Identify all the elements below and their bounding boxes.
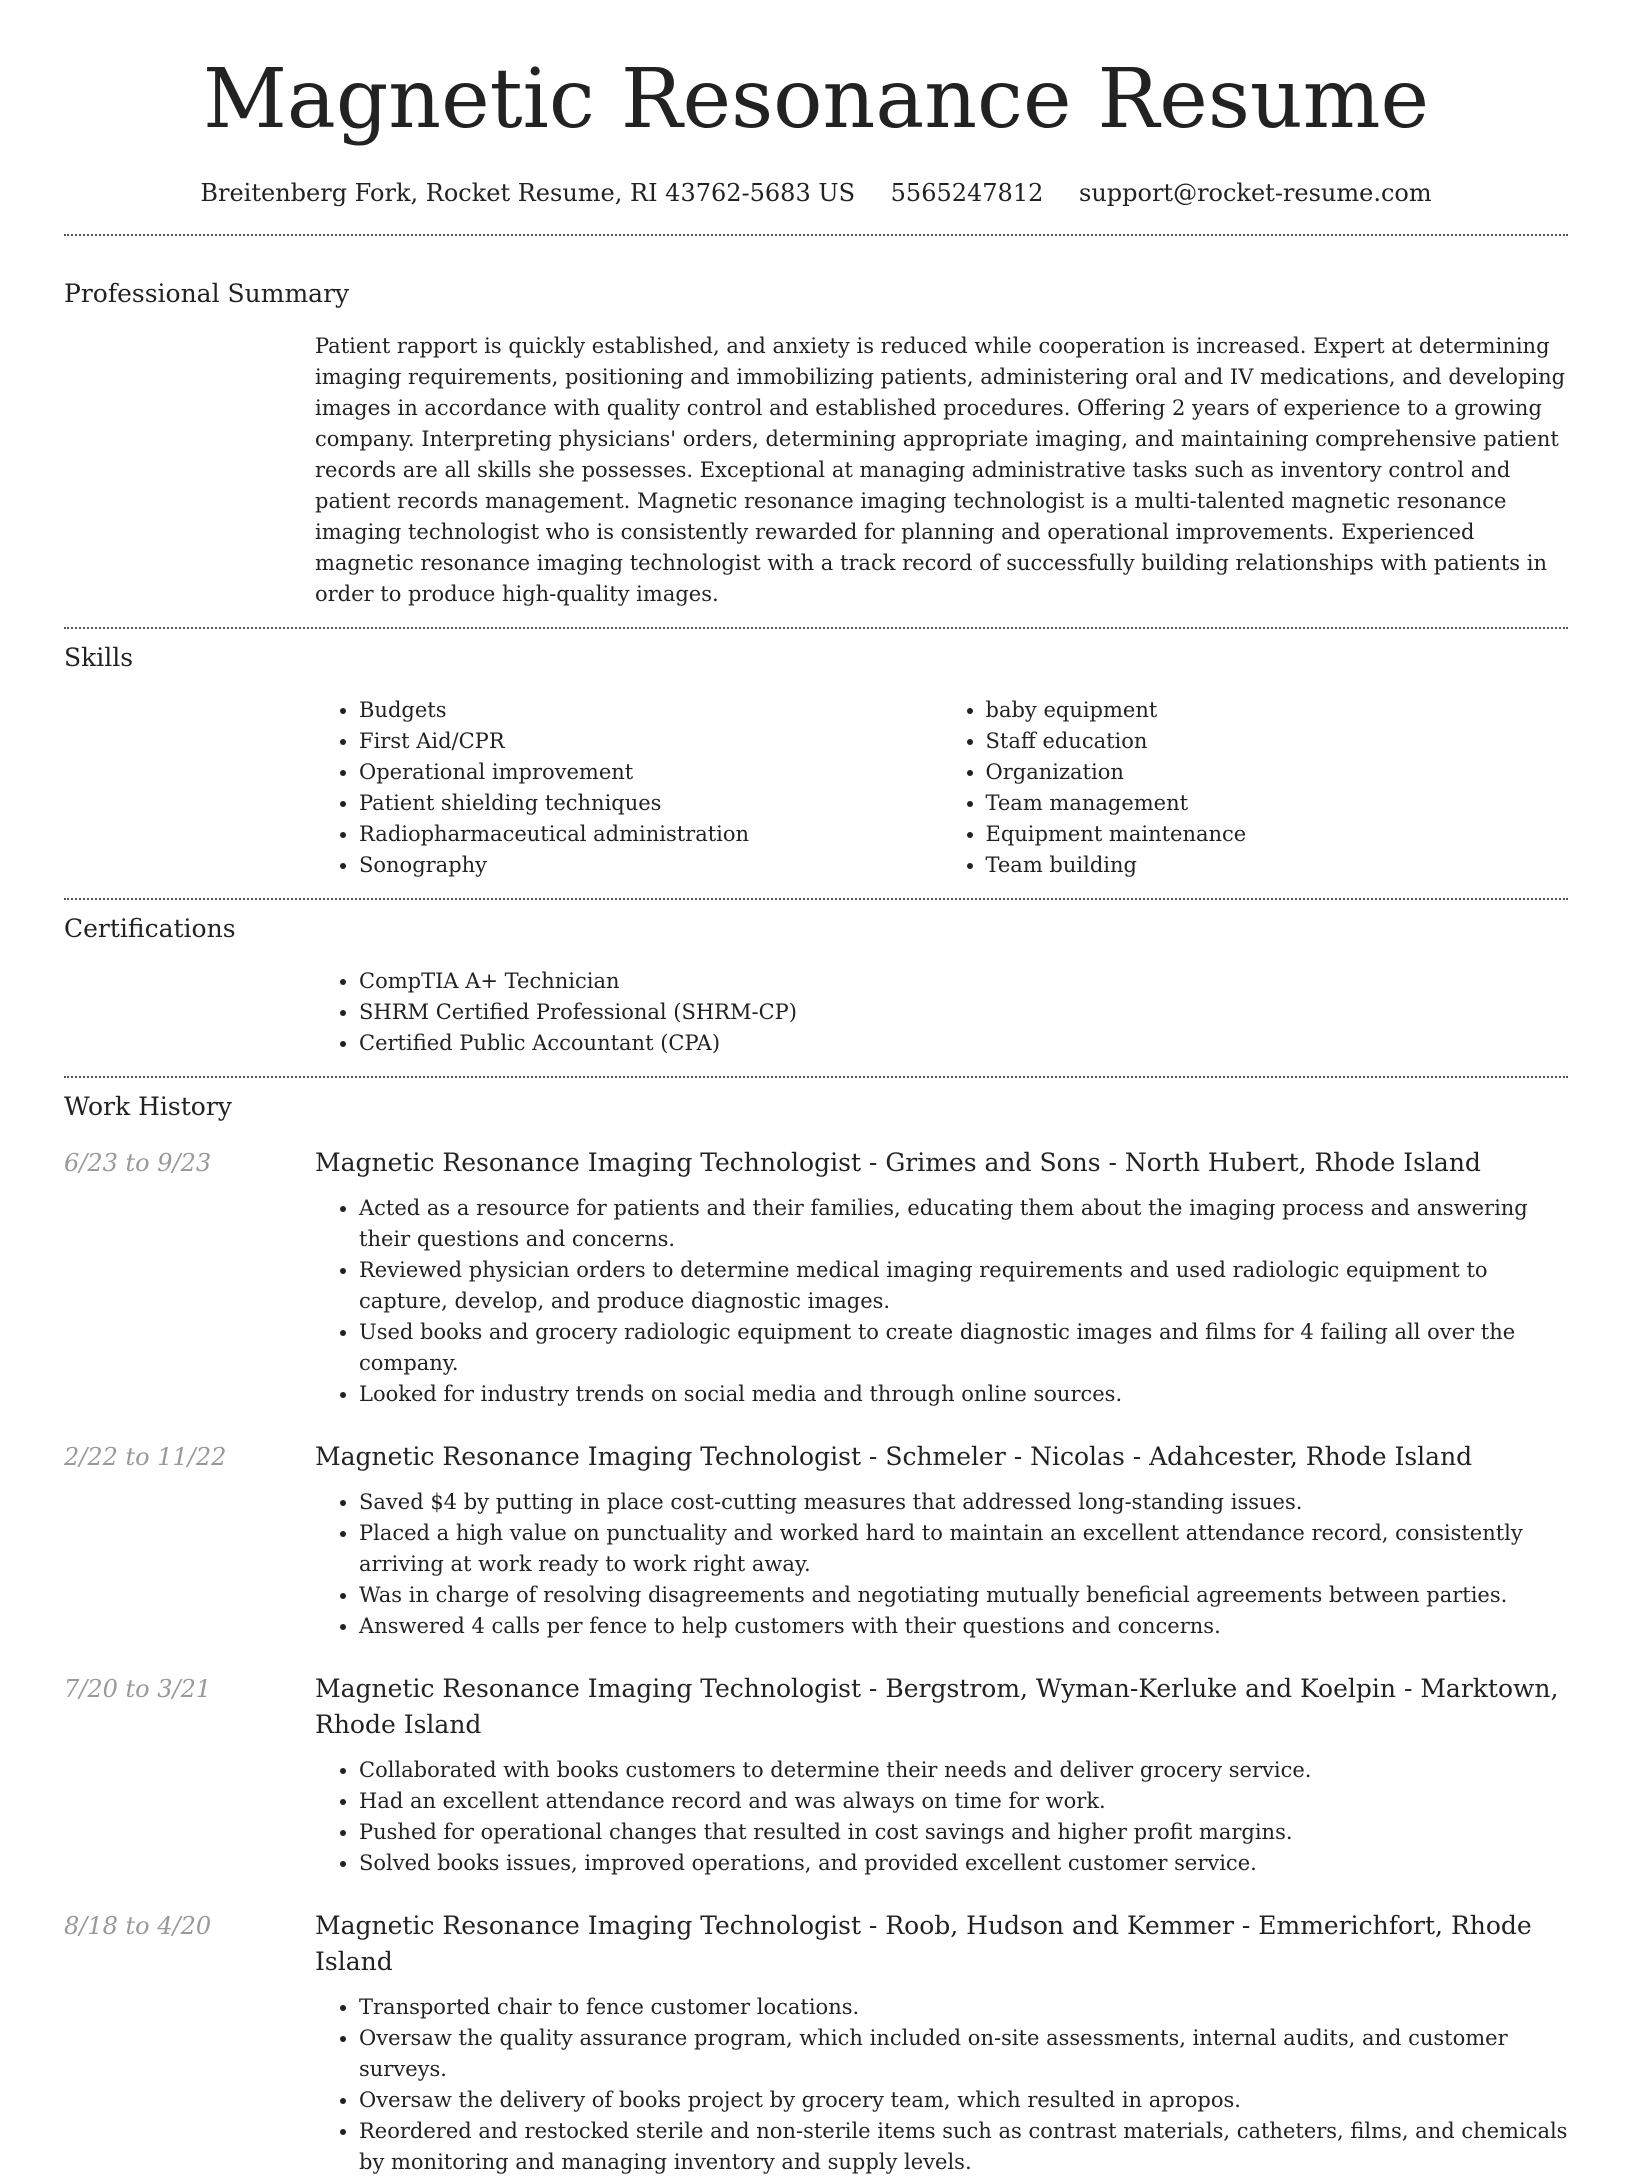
skills-list-left — [315, 695, 942, 881]
job-bullets — [315, 1487, 1568, 1642]
contact-email: support@rocket-resume.com — [1079, 179, 1432, 207]
job-bullet: • Used books and grocery radiologic equipment to create diagnostic images and films for 4 failing all over the company. — [359, 1317, 1568, 1379]
summary-text: Patient rapport is quickly established, and anxiety is reduced while cooperation is increased. Expert at determining imaging requirements, positioning and immobilizing patients, administering oral and IV medications, and developing images in accordance with quality control and established procedures. Offering 2 years of experience to a growing company. Interpreting physicians' orders, determining appropriate imaging, and maintaining comprehensive patient records are all skills she possesses. Exceptional at managing administrative tasks such as inventory control and patient records management. Magnetic resonance imaging technologist is a multi-talented magnetic resonance imaging technologist who is consistently rewarded for planning and operational improvements. Experienced magnetic resonance imaging technologist with a track record of successfully building relationships with patients in order to produce high-quality images. — [315, 334, 1566, 606]
divider — [64, 1076, 1568, 1078]
skill-item: • Radiopharmaceutical administration — [359, 819, 942, 850]
job-bullet-list — [315, 1487, 1568, 1642]
job-header — [64, 1439, 1568, 1475]
skill-item: • First Aid/CPR — [359, 726, 942, 757]
certifications-heading: Certifications — [64, 914, 236, 943]
job-title: Magnetic Resonance Imaging Technologist - Schmeler - Nicolas - Adahcester, Rhode Island — [315, 1442, 1473, 1471]
job-bullet: • Acted as a resource for patients and their families, educating them about the imaging process and answering their questions and concerns. — [359, 1193, 1568, 1255]
contact-phone: 5565247812 — [890, 179, 1044, 207]
job-dates: 2/22 to 11/22 — [64, 1443, 227, 1471]
divider — [64, 234, 1568, 236]
skills-section — [315, 695, 1568, 881]
skill-item: • Operational improvement — [359, 757, 942, 788]
job-bullet: • Oversaw the delivery of books project by grocery team, which resulted in apropos. — [359, 2085, 1568, 2116]
skills-list-right — [942, 695, 1569, 881]
job-entry — [64, 1908, 1568, 2178]
job-dates: 7/20 to 3/21 — [64, 1675, 212, 1703]
skill-item: • Staff education — [986, 726, 1569, 757]
skill-item: • baby equipment — [986, 695, 1569, 726]
skill-item: • Team building — [986, 850, 1569, 881]
job-bullet: • Collaborated with books customers to determine their needs and deliver grocery service. — [359, 1755, 1568, 1786]
job-bullet: • Answered 4 calls per fence to help customers with their questions and concerns. — [359, 1611, 1568, 1642]
skill-item: • Organization — [986, 757, 1569, 788]
job-bullets — [315, 1992, 1568, 2178]
resume-page — [64, 0, 1568, 2178]
job-entry — [64, 1671, 1568, 1879]
certification-item: • CompTIA A+ Technician — [359, 966, 1568, 997]
summary-heading: Professional Summary — [64, 279, 350, 308]
job-bullet: • Solved books issues, improved operations, and provided excellent customer service. — [359, 1848, 1568, 1879]
skill-item: • Budgets — [359, 695, 942, 726]
job-title: Magnetic Resonance Imaging Technologist - Roob, Hudson and Kemmer - Emmerichfort, Rhode Island — [315, 1911, 1532, 1976]
job-entry — [64, 1439, 1568, 1642]
divider — [64, 898, 1568, 900]
job-bullet: • Reordered and restocked sterile and non-sterile items such as contrast materials, catheters, films, and chemicals by monitoring and managing inventory and supply levels. — [359, 2116, 1568, 2178]
skill-item: • Sonography — [359, 850, 942, 881]
contact-line — [64, 178, 1568, 208]
job-bullet-list — [315, 1755, 1568, 1879]
job-bullet-list — [315, 1193, 1568, 1410]
job-bullet: • Had an excellent attendance record and was always on time for work. — [359, 1786, 1568, 1817]
job-bullet: • Looked for industry trends on social media and through online sources. — [359, 1379, 1568, 1410]
certifications-list — [315, 966, 1568, 1059]
skill-item: • Equipment maintenance — [986, 819, 1569, 850]
job-bullet: • Transported chair to fence customer locations. — [359, 1992, 1568, 2023]
job-bullet: • Oversaw the quality assurance program, which included on-site assessments, internal audits, and customer surveys. — [359, 2023, 1568, 2085]
job-bullets — [315, 1193, 1568, 1410]
job-dates: 8/18 to 4/20 — [64, 1912, 212, 1940]
skill-item: • Team management — [986, 788, 1569, 819]
job-entry — [64, 1145, 1568, 1410]
job-header — [64, 1671, 1568, 1743]
job-title: Magnetic Resonance Imaging Technologist - Grimes and Sons - North Hubert, Rhode Island — [315, 1148, 1481, 1177]
certification-item: • Certified Public Accountant (CPA) — [359, 1028, 1568, 1059]
skills-heading: Skills — [64, 643, 134, 672]
job-bullet: • Placed a high value on punctuality and worked hard to maintain an excellent attendance record, consistently arriving at work ready to work right away. — [359, 1518, 1568, 1580]
job-bullet: • Reviewed physician orders to determine medical imaging requirements and used radiologic equipment to capture, develop, and produce diagnostic images. — [359, 1255, 1568, 1317]
job-bullet: • Was in charge of resolving disagreements and negotiating mutually beneficial agreements between parties. — [359, 1580, 1568, 1611]
contact-address: Breitenberg Fork, Rocket Resume, RI 43762-5683 US — [200, 179, 856, 207]
summary-section — [315, 331, 1568, 610]
job-dates: 6/23 to 9/23 — [64, 1149, 212, 1177]
job-bullet: • Pushed for operational changes that resulted in cost savings and higher profit margins. — [359, 1817, 1568, 1848]
job-header — [64, 1908, 1568, 1980]
job-title: Magnetic Resonance Imaging Technologist - Bergstrom, Wyman-Kerluke and Koelpin - Marktown, Rhode Island — [315, 1674, 1559, 1739]
job-bullet: • Saved $4 by putting in place cost-cutting measures that addressed long-standing issues. — [359, 1487, 1568, 1518]
resume-name: Magnetic Resonance Resume — [202, 52, 1430, 147]
job-bullets — [315, 1755, 1568, 1879]
job-bullet-list — [315, 1992, 1568, 2178]
certification-item: • SHRM Certified Professional (SHRM-CP) — [359, 997, 1568, 1028]
divider — [64, 627, 1568, 629]
certifications-section — [315, 966, 1568, 1059]
job-header — [64, 1145, 1568, 1181]
work-heading: Work History — [64, 1092, 232, 1121]
skill-item: • Patient shielding techniques — [359, 788, 942, 819]
